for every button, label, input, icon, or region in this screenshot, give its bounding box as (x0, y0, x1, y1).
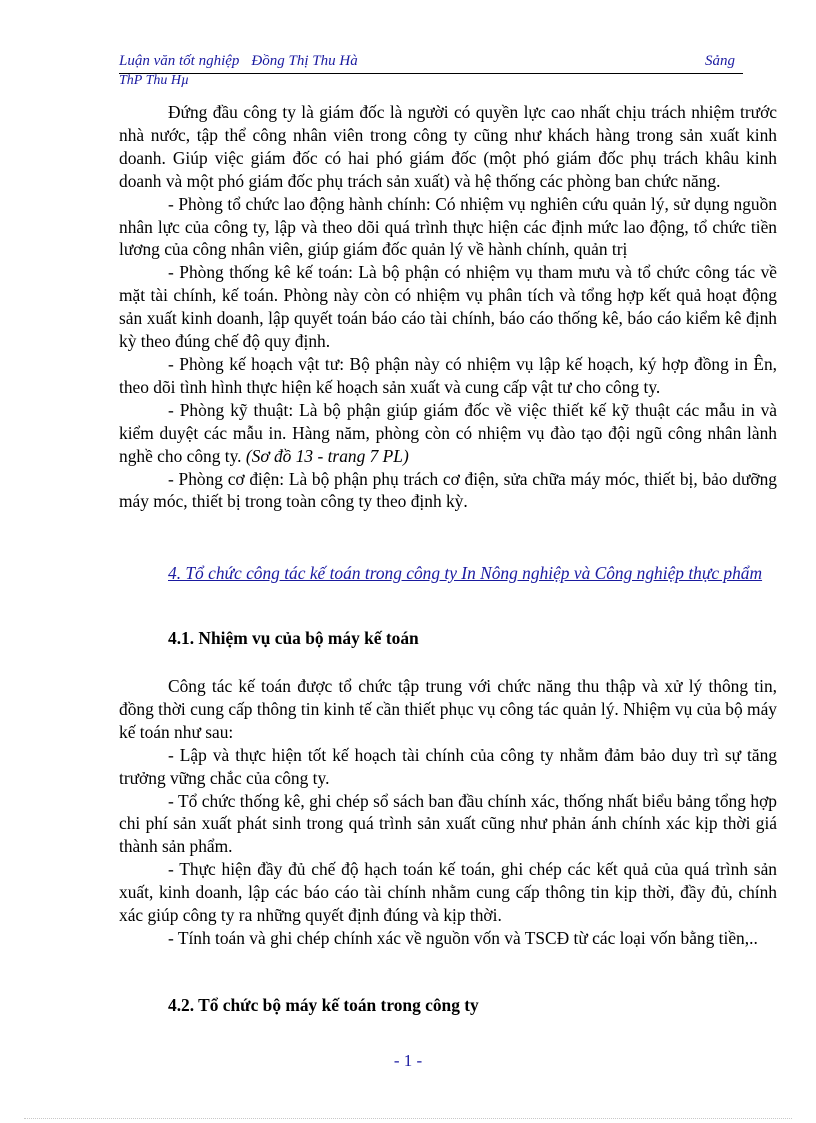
paragraph-planning-dept: - Phòng kế hoạch vật tư: Bộ phận này có nhiệm vụ lập kế hoạch, ký hợp đồng in Ên, theo dõi tình hình thực hiện kế hoạch sản xuất và cung cấp vật tư cho công ty. (119, 353, 777, 397)
paragraph-task-stats: - Tổ chức thống kê, ghi chép sổ sách ban đầu chính xác, thống nhất biểu bảng tổng hợp chi phí sản xuất phát sinh trong quá trình sản xuất cũng như phản ánh chính xác kịp thời giá thành sản phẩm. (119, 790, 777, 857)
header-second-line: ThP Thu Hµ (119, 73, 190, 88)
header-right-text: Sảng (705, 53, 735, 69)
paragraph-director: Đứng đầu công ty là giám đốc là người có quyền lực cao nhất chịu trách nhiệm trước nhà nước, tập thể công nhân viên trong công ty cũng như khách hàng trong sản xuất kinh doanh. Giúp việc giám đốc có hai phó giám đốc (một phó giám đốc phụ trách khâu kinh doanh và một phó giám đốc phụ trách sản xuất) và hệ thống các phòng ban chức năng. (119, 102, 777, 191)
paragraph-electrical-dept: - Phòng cơ điện: Là bộ phận phụ trách cơ điện, sửa chữa máy móc, thiết bị, bảo dưỡng máy móc, thiết bị trong toàn công ty theo định kỳ. (119, 468, 777, 512)
paragraph-tech-dept (119, 399, 777, 468)
paragraph-task-capital: - Tính toán và ghi chép chính xác về nguồn vốn và TSCĐ từ các loại vốn bằng tiền,.. (168, 927, 758, 948)
header-title-line (119, 53, 358, 70)
header-author: Đồng Thị Thu Hà (251, 53, 358, 69)
header-rule (119, 73, 743, 74)
section4-title: 4. Tổ chức công tác kế toán trong công ty In Nông nghiệp và Công nghiệp thực phẩm (168, 563, 763, 583)
paragraph-accounting-dept: - Phòng thống kê kế toán: Là bộ phận có nhiệm vụ tham mưu và tổ chức công tác về mặt tài chính, kế toán. Phòng này còn có nhiệm vụ phân tích và tổng hợp kết quả hoạt động sản xuất kinh doanh, lập quyết toán báo cáo tài chính, báo cáo thống kê, báo cáo kiểm kê định kỳ theo đúng chế độ quy định. (119, 262, 777, 352)
page-header (119, 53, 743, 91)
tech-dept-text: - Phòng kỹ thuật: Là bộ phận giúp giám đốc về việc thiết kế kỹ thuật các mẫu in và kiểm duyệt các mẫu in. Hàng năm, phòng còn có nhiệm vụ đào tạo đội ngũ công nhân lành nghề cho công ty. (119, 399, 777, 466)
paragraph-accounting-intro: Công tác kế toán được tổ chức tập trung với chức năng thu thập và xử lý thông tin, đồng thời cung cấp thông tin kinh tế cần thiết phục vụ công tác quản lý. Nhiệm vụ của bộ máy kế toán như sau: (119, 676, 777, 742)
section42-heading: 4.2. Tổ chức bộ máy kế toán trong công ty (168, 995, 479, 1015)
section41-body (119, 675, 777, 950)
section41-heading: 4.1. Nhiệm vụ của bộ máy kế toán (168, 628, 419, 648)
page-bottom-divider (24, 1118, 792, 1119)
paragraph-task-reports: - Thực hiện đầy đủ chế độ hạch toán kế toán, ghi chép các kết quả của quá trình sản xuất, kinh doanh, lập các báo cáo tài chính nhằm cung cấp thông tin kịp thời, đầy đủ, chính xác giúp công ty ra những quyết định đúng và kịp thời. (119, 859, 777, 926)
tech-dept-citation: (Sơ đồ 13 - trang 7 PL) (245, 445, 409, 466)
page-number: - 1 - (393, 1051, 423, 1070)
header-thesis-label: Luận văn tốt nghiệp (119, 53, 240, 69)
paragraph-admin-dept: - Phòng tổ chức lao động hành chính: Có nhiệm vụ nghiên cứu quản lý, sử dụng nguồn nhân lực của công ty, lập và theo dõi quá trình thực hiện các định mức lao động, tổ chức tiền lương của công nhân viên, giúp giám đốc quản lý về hành chính, quản trị (119, 193, 777, 260)
section3-body (119, 101, 777, 513)
paragraph-task-plan: - Lập và thực hiện tốt kế hoạch tài chính của công ty nhằm đảm bảo duy trì sự tăng trưởng vững chắc của công ty. (119, 744, 777, 788)
